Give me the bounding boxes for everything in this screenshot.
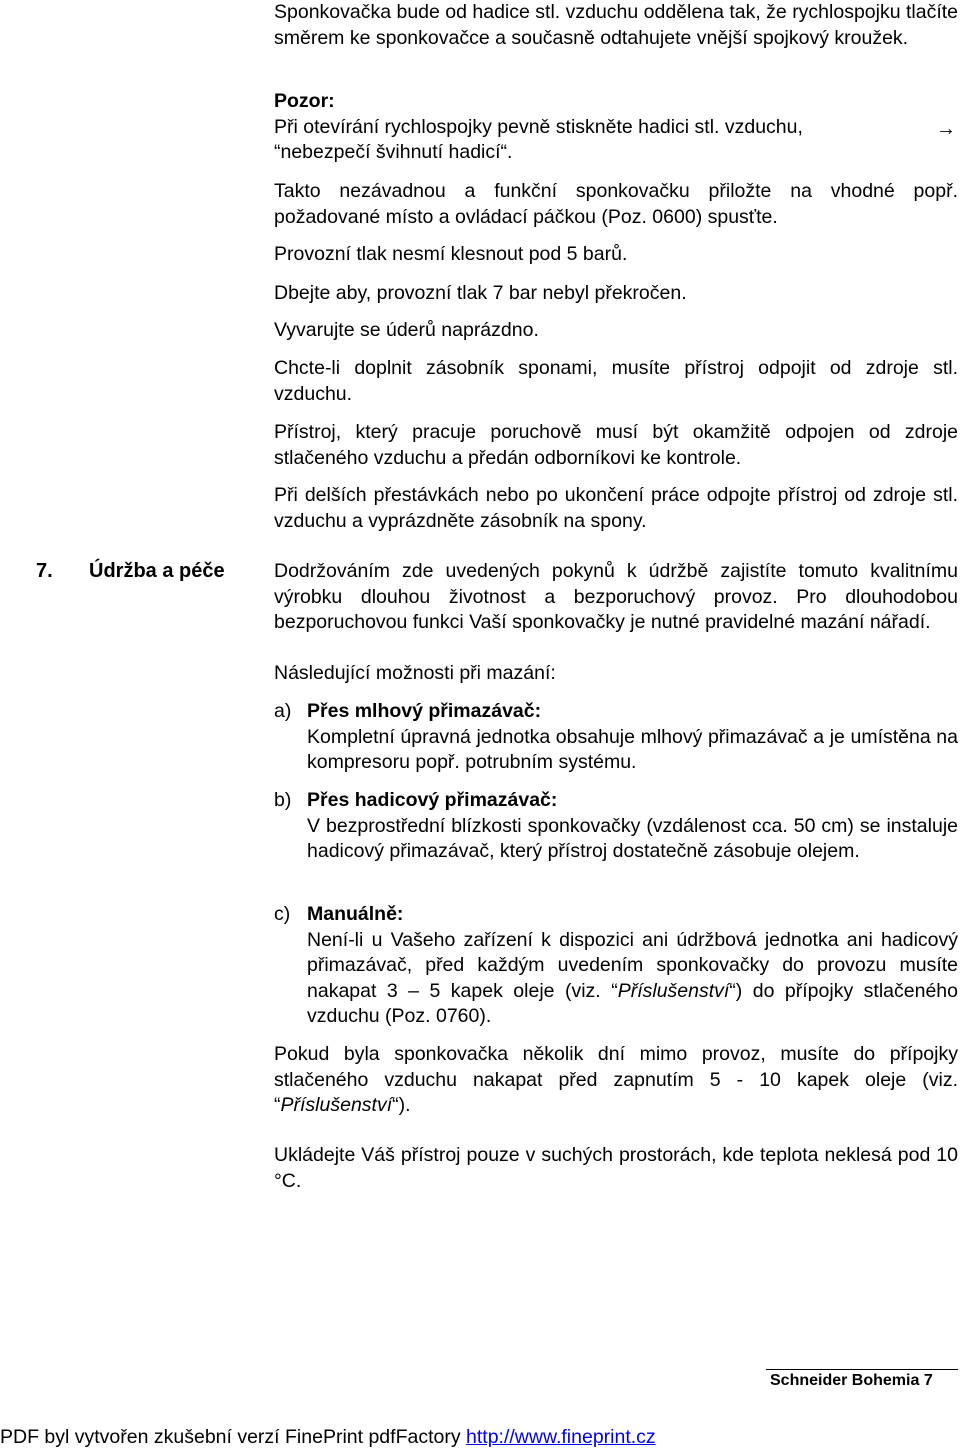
arrow-right-icon: → (936, 118, 956, 140)
list-item-heading: Přes hadicový přimazávač: (307, 789, 558, 811)
intro-paragraph-7: Přístroj, který pracuje poruchově musí být okamžitě odpojen od zdroje stlačeného vzduchu a předán odborníkovi ke kontrole. (274, 421, 958, 469)
list-item-label: b) (274, 789, 292, 811)
section-paragraph-1: Dodržováním zde uvedených pokynů k údržbě zajistíte tomuto kvalitnímu výrobku dlouhou životnost a bezporuchový provoz. Pro dlouhodobou bezporuchovou funkci Vaší sponkovačky je nutné pravidelné mazání nářadí. (274, 560, 958, 633)
footer-divider (766, 1369, 958, 1370)
section-number: 7. (36, 560, 53, 582)
section-title: Údržba a péče (89, 560, 225, 582)
section-paragraph-3 (274, 1042, 958, 1119)
list-item-text (307, 928, 958, 1030)
list-item-text: V bezprostřední blízkosti sponkovačky (vzdálenost cca. 50 cm) se instaluje hadicový přimazávač, který přístroj dostatečně zásobuje olejem. (307, 814, 958, 862)
list-item-heading: Přes mlhový přimazávač: (307, 700, 542, 722)
intro-paragraph-5: Vyvarujte se úderů naprázdno. (274, 319, 539, 341)
paragraph-text-end: “). (392, 1094, 411, 1116)
list-item-label: a) (274, 700, 292, 722)
accessories-reference: Příslušenství (617, 979, 730, 1002)
paragraph-text-start: Pokud byla sponkovačka několik dní mimo provoz, musíte do přípojky stlačeného vzduchu nakapat před zapnutím 5 - 10 kapek oleje (viz. “ (274, 1043, 958, 1116)
list-item-label: c) (274, 903, 291, 925)
banner-link[interactable]: http://www.fineprint.cz (466, 1426, 656, 1448)
intro-paragraph-6: Chcte-li doplnit zásobník sponami, musíte přístroj odpojit od zdroje stl. vzduchu. (274, 357, 958, 405)
warning-title: Pozor: (274, 90, 335, 112)
section-paragraph-2: Následující možnosti při mazání: (274, 662, 556, 684)
list-item-text-start: Není-li u Vašeho zařízení k dispozici ani údržbová jednotka ani hadicový přimazávač, před každým uvedením sponkovačky do provozu musíte nakapat 3 – 5 kapek oleje (viz. “ (307, 928, 958, 1002)
page-footer: Schneider Bohemia 7 (770, 1372, 933, 1389)
list-item-text: Kompletní úpravná jednotka obsahuje mlhový přimazávač a je umístěna na kompresoru popř. potrubním systému. (307, 725, 958, 773)
warning-line-1: Při otevírání rychlospojky pevně stiskněte hadici stl. vzduchu, (274, 116, 803, 138)
list-item-heading: Manuálně: (307, 903, 404, 925)
intro-paragraph-8: Při delších přestávkách nebo po ukončení práce odpojte přístroj od zdroje stl. vzduchu a vyprázdněte zásobník na spony. (274, 484, 958, 532)
intro-paragraph-2: Takto nezávadnou a funkční sponkovačku přiložte na vhodné popř. požadované místo a ovládací páčkou (Poz. 0600) spusťte. (274, 180, 958, 228)
pdf-banner (0, 1426, 656, 1449)
accessories-reference: Příslušenství (280, 1094, 393, 1116)
list-item-text-end: “) do přípojky stlačeného vzduchu (Poz. 0760). (307, 979, 958, 1027)
intro-paragraph-1: Sponkovačka bude od hadice stl. vzduchu oddělena tak, že rychlospojku tlačíte směrem ke sponkovačce a současně odtahujete vnější spojkový kroužek. (274, 1, 959, 49)
warning-line-2: “nebezpečí švihnutí hadicí“. (274, 141, 513, 163)
banner-text: PDF byl vytvořen zkušební verzí FinePrint pdfFactory (0, 1426, 461, 1448)
intro-paragraph-3: Provozní tlak nesmí klesnout pod 5 barů. (274, 243, 628, 265)
section-paragraph-4: Ukládejte Váš přístroj pouze v suchých prostorách, kde teplota neklesá pod 10 °C. (274, 1144, 958, 1192)
intro-paragraph-4: Dbejte aby, provozní tlak 7 bar nebyl překročen. (274, 282, 687, 304)
